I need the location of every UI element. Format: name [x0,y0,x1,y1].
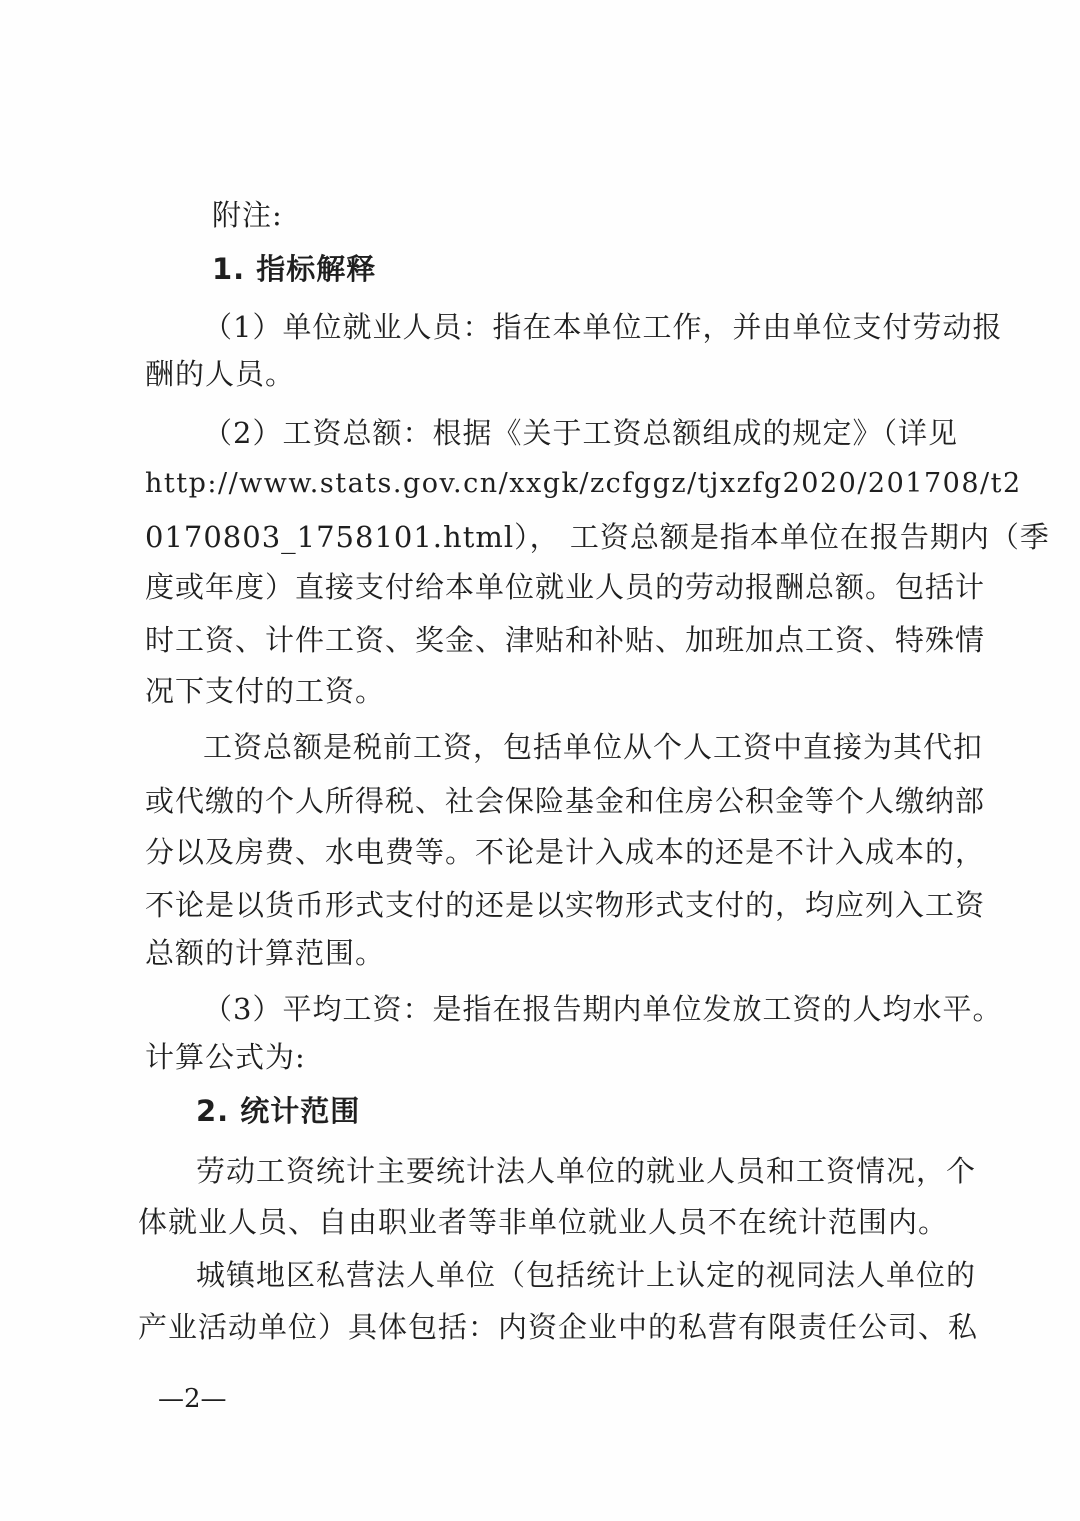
page-number: —2— [158,1384,227,1414]
item2-line3: 0170803_1758101.html）， 工资总额是指本单位在报告期内（季 [145,520,1050,554]
item2-line5: 时工资、计件工资、奖金、津贴和补贴、加班加点工资、特殊情 [145,623,986,657]
para2-line2: 或代缴的个人所得税、社会保险基金和住房公积金等个人缴纳部 [145,784,986,818]
item2-line6: 况下支付的工资。 [145,674,386,708]
para2-line1: 工资总额是税前工资，包括单位从个人工资中直接为其代扣 [203,730,984,764]
section-heading-statistical-scope: 2. 统计范围 [196,1094,361,1128]
para2-line4: 不论是以货币形式支付的还是以实物形式支付的，均应列入工资 [145,888,986,922]
item3-line2: 计算公式为: [145,1040,306,1074]
para3-line2: 体就业人员、自由职业者等非单位就业人员不在统计范围内。 [138,1205,949,1239]
para3-line1: 劳动工资统计主要统计法人单位的就业人员和工资情况，个 [196,1154,977,1188]
item2-line1: （2）工资总额：根据《关于工资总额组成的规定》（详见 [203,416,958,450]
item1-line2: 酬的人员。 [145,357,296,391]
note-label: 附注: [212,198,283,232]
para4-line2: 产业活动单位）具体包括：内资企业中的私营有限责任公司、私 [138,1310,979,1344]
section-heading-indicator-explanation: 1. 指标解释 [212,252,377,286]
item1-line1: （1）单位就业人员：指在本单位工作，并由单位支付劳动报 [203,310,1003,344]
item3-line1: （3）平均工资：是指在报告期内单位发放工资的人均水平。 [203,992,1003,1026]
item2-url-line: http://www.stats.gov.cn/xxgk/zcfggz/tjxzfg2020/201708/t2 [145,468,1022,499]
para4-line1: 城镇地区私营法人单位（包括统计上认定的视同法人单位的 [196,1258,977,1292]
para2-line5: 总额的计算范围。 [145,936,386,970]
para2-line3: 分以及房费、水电费等。不论是计入成本的还是不计入成本的， [145,835,986,869]
item2-line4: 度或年度）直接支付给本单位就业人员的劳动报酬总额。包括计 [145,570,986,604]
